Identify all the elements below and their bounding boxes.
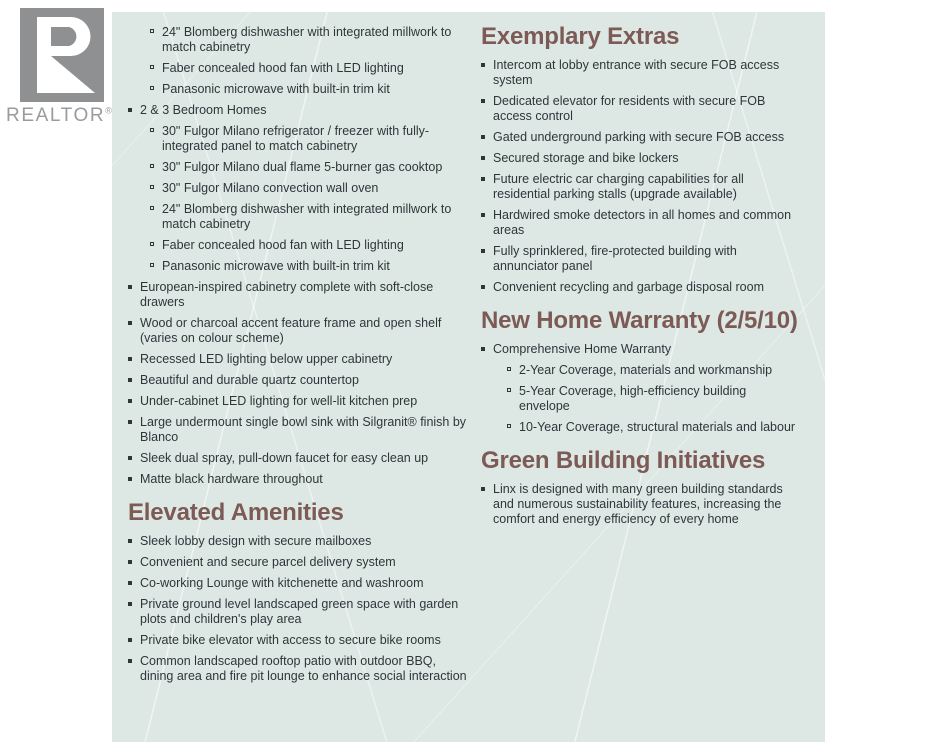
features-panel [112, 12, 825, 742]
list-item [128, 160, 468, 175]
list-item-text: Under-cabinet LED lighting for well-lit kitchen prep [140, 394, 418, 408]
hollow-square-bullet-icon [150, 206, 154, 210]
list-item-text: Comprehensive Home Warranty [493, 342, 672, 356]
section-title-elevated-amenities: Elevated Amenities [128, 499, 344, 526]
warranty-sublist [481, 363, 799, 435]
list-item-text: Panasonic microwave with built-in trim kit [162, 82, 390, 96]
hollow-square-bullet-icon [150, 242, 154, 246]
square-bullet-icon [128, 321, 132, 325]
list-item-text: 2-Year Coverage, materials and workmanship [519, 363, 773, 377]
list-item [481, 280, 799, 295]
list-item [128, 534, 468, 549]
list-item-text: Wood or charcoal accent feature frame and open shelf (varies on colour scheme) [140, 316, 442, 345]
list-item-text: Fully sprinklered, fire-protected building with annunciator panel [493, 244, 737, 273]
square-bullet-icon [481, 347, 485, 351]
extras-list [481, 58, 799, 295]
list-item-text: Dedicated elevator for residents with secure FOB access control [493, 94, 766, 123]
list-item [481, 94, 799, 124]
hollow-square-bullet-icon [150, 263, 154, 267]
list-item [128, 352, 468, 367]
list-item [128, 259, 468, 274]
square-bullet-icon [128, 477, 132, 481]
list-item-text: Sleek dual spray, pull-down faucet for easy clean up [140, 451, 429, 465]
list-item [481, 420, 799, 435]
bedrooms-heading-item [128, 103, 468, 118]
square-bullet-icon [481, 177, 485, 181]
list-item [481, 172, 799, 202]
list-item [481, 208, 799, 238]
list-item-text: Secured storage and bike lockers [493, 151, 679, 165]
hollow-square-bullet-icon [507, 388, 511, 392]
list-item-text: 2 & 3 Bedroom Homes [140, 103, 267, 117]
list-item-text: Intercom at lobby entrance with secure FOB access system [493, 58, 780, 87]
list-item-text: Convenient and secure parcel delivery system [140, 555, 396, 569]
registered-mark: ® [105, 105, 112, 116]
right-column [481, 25, 799, 533]
list-item-text: 30" Fulgor Milano dual flame 5-burner gas cooktop [162, 160, 443, 174]
list-item-text: Private ground level landscaped green space with garden plots and children's play area [140, 597, 459, 626]
square-bullet-icon [128, 456, 132, 460]
list-item [128, 373, 468, 388]
realtor-r-icon [20, 8, 104, 102]
section-title-exemplary-extras: Exemplary Extras [481, 23, 680, 50]
list-item [481, 244, 799, 274]
list-item [481, 482, 799, 527]
list-item-text: 5-Year Coverage, high-efficiency building envelope [519, 384, 747, 413]
list-item-text: Panasonic microwave with built-in trim kit [162, 259, 390, 273]
square-bullet-icon [128, 378, 132, 382]
square-bullet-icon [481, 135, 485, 139]
kitchen-feature-list [128, 280, 468, 487]
square-bullet-icon [128, 560, 132, 564]
square-bullet-icon [128, 581, 132, 585]
list-item [128, 61, 468, 76]
list-item-text: Common landscaped rooftop patio with outdoor BBQ, dining area and fire pit lounge to enhance social interaction [140, 654, 467, 683]
square-bullet-icon [128, 108, 132, 112]
bedroom-appliance-sublist [128, 124, 468, 274]
section-title-green-building: Green Building Initiatives [481, 447, 766, 474]
list-item-text: Faber concealed hood fan with LED lighting [162, 238, 404, 252]
hollow-square-bullet-icon [150, 185, 154, 189]
square-bullet-icon [481, 213, 485, 217]
list-item [128, 597, 468, 627]
list-item-text: Sleek lobby design with secure mailboxes [140, 534, 372, 548]
list-item-text: Linx is designed with many green building standards and numerous sustainability features, increasing the comfort and energy efficiency of every home [493, 482, 783, 526]
list-item [128, 238, 468, 253]
square-bullet-icon [481, 487, 485, 491]
list-item-text: Future electric car charging capabilities for all residential parking stalls (upgrade available) [493, 172, 744, 201]
list-item-text: European-inspired cabinetry complete with soft-close drawers [140, 280, 434, 309]
list-item-text: Gated underground parking with secure FOB access [493, 130, 785, 144]
square-bullet-icon [128, 285, 132, 289]
realtor-wordmark [6, 105, 116, 127]
list-item-text: 24" Blomberg dishwasher with integrated millwork to match cabinetry [162, 202, 452, 231]
square-bullet-icon [481, 249, 485, 253]
list-item [128, 415, 468, 445]
list-item-text: 24" Blomberg dishwasher with integrated millwork to match cabinetry [162, 25, 452, 54]
square-bullet-icon [128, 659, 132, 663]
list-item [481, 151, 799, 166]
square-bullet-icon [128, 420, 132, 424]
list-item [128, 202, 468, 232]
section-title-new-home-warranty: New Home Warranty (2/5/10) [481, 307, 798, 334]
square-bullet-icon [128, 399, 132, 403]
appliance-intro-sublist [128, 25, 468, 97]
square-bullet-icon [481, 285, 485, 289]
square-bullet-icon [481, 99, 485, 103]
list-item [481, 384, 799, 414]
list-item-text: Convenient recycling and garbage disposal room [493, 280, 764, 294]
list-item-text: Beautiful and durable quartz countertop [140, 373, 359, 387]
list-item [128, 576, 468, 591]
square-bullet-icon [481, 63, 485, 67]
hollow-square-bullet-icon [150, 164, 154, 168]
square-bullet-icon [481, 156, 485, 160]
list-item [481, 130, 799, 145]
left-column [128, 25, 468, 690]
list-item [128, 280, 468, 310]
list-item [128, 316, 468, 346]
hollow-square-bullet-icon [150, 86, 154, 90]
list-item-text: Matte black hardware throughout [140, 472, 323, 486]
square-bullet-icon [128, 539, 132, 543]
list-item [481, 363, 799, 378]
list-item [128, 25, 468, 55]
list-item [128, 82, 468, 97]
list-item-text: Co-working Lounge with kitchenette and washroom [140, 576, 424, 590]
square-bullet-icon [128, 638, 132, 642]
list-item-text: 30" Fulgor Milano convection wall oven [162, 181, 379, 195]
warranty-heading-item [481, 342, 799, 357]
list-item [128, 394, 468, 409]
list-item-text: Recessed LED lighting below upper cabinetry [140, 352, 393, 366]
hollow-square-bullet-icon [507, 424, 511, 428]
list-item [128, 472, 468, 487]
list-item [128, 124, 468, 154]
square-bullet-icon [128, 357, 132, 361]
list-item-text: Large undermount single bowl sink with Silgranit® finish by Blanco [140, 415, 467, 444]
hollow-square-bullet-icon [507, 367, 511, 371]
hollow-square-bullet-icon [150, 29, 154, 33]
realtor-logo [6, 8, 116, 127]
list-item [128, 181, 468, 196]
realtor-text: REALTOR [6, 105, 106, 126]
hollow-square-bullet-icon [150, 128, 154, 132]
list-item [128, 451, 468, 466]
list-item [128, 654, 468, 684]
list-item-text: Private bike elevator with access to secure bike rooms [140, 633, 441, 647]
list-item [128, 633, 468, 648]
list-item-text: 10-Year Coverage, structural materials and labour [519, 420, 796, 434]
amenities-list [128, 534, 468, 684]
green-building-list [481, 482, 799, 527]
list-item [128, 555, 468, 570]
square-bullet-icon [128, 602, 132, 606]
list-item-text: 30" Fulgor Milano refrigerator / freezer with fully-integrated panel to match cabinetry [162, 124, 430, 153]
list-item [481, 58, 799, 88]
hollow-square-bullet-icon [150, 65, 154, 69]
list-item-text: Faber concealed hood fan with LED lighting [162, 61, 404, 75]
list-item-text: Hardwired smoke detectors in all homes and common areas [493, 208, 792, 237]
